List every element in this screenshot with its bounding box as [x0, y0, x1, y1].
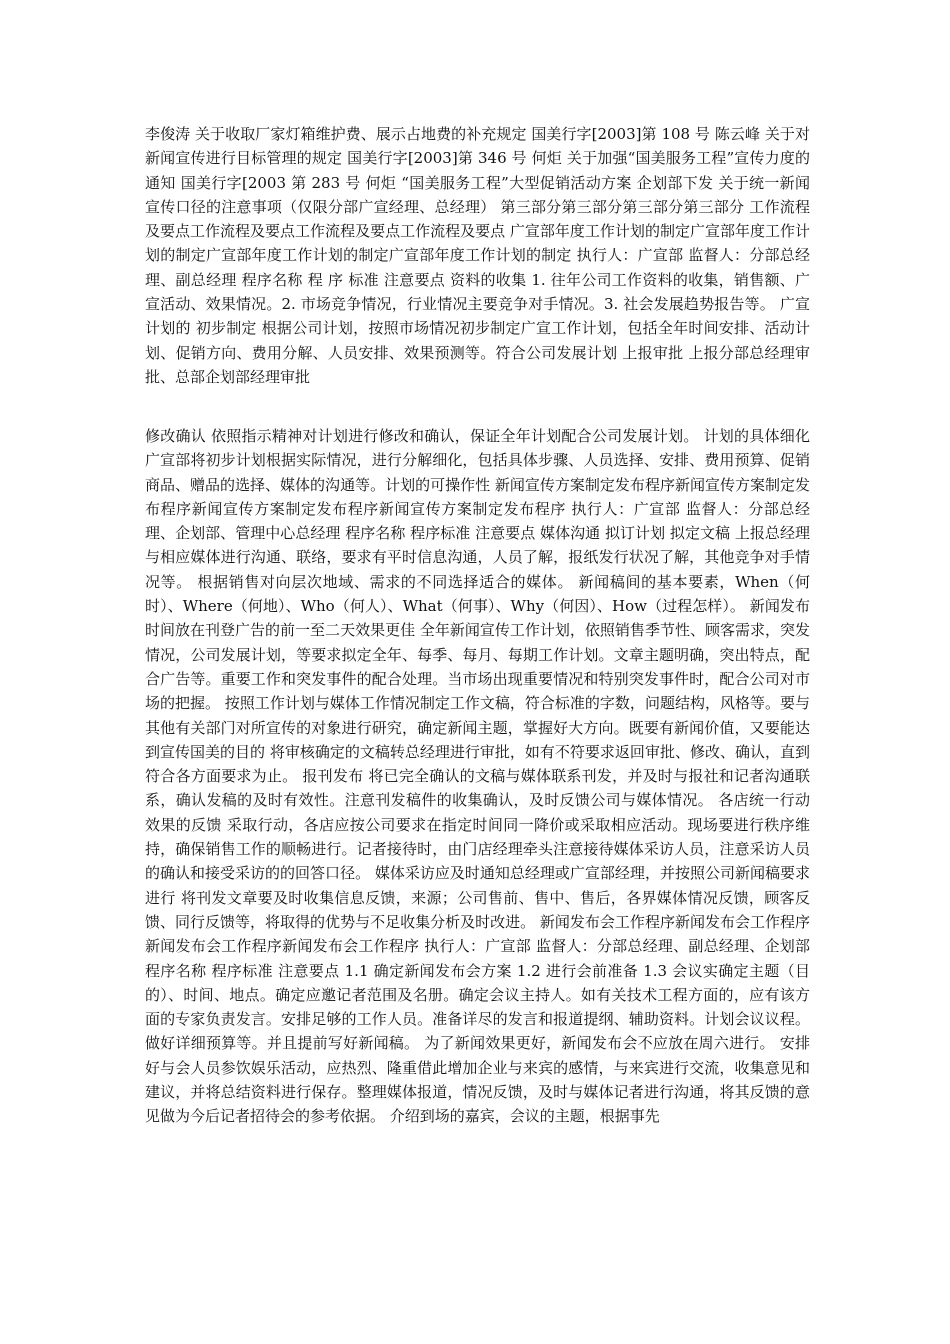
document-paragraph: 修改确认 依照指示精神对计划进行修改和确认，保证全年计划配合公司发展计划。 计划的具体细化 广宣部将初步计划根据实际情况，进行分解细化，包括具体步骤、人员选择、安排、费用预算、促销商品、赠品的选择、媒体的沟通等。计划的可操作性 新闻宣传方案制定发布程序新闻宣传方案制定发布程序新闻宣传方案制定发布程序新闻宣传方案制定发布程序 执行人：广宣部 监督人：分部总经理、企划部、管理中心总经理 程序名称 程序标准 注意要点 媒体沟通 拟订计划 拟定文稿 上报总经理 与相应媒体进行沟通、联络，要求有平时信息沟通，人员了解，报纸发行状况了解，其他竞争对手情况等。 根据销售对向层次地域、需求的不同选择适合的媒体。 新闻稿间的基本要素，When（何时）、Where（何地）、Who（何人）、What（何事）、Why（何因）、How（过程怎样）。 新闻发布时间放在刊登广告的前一至二天效果更佳 全年新闻宣传工作计划，依照销售季节性、顾客需求，突发情况，公司发展计划，等要求拟定全年、每季、每月、每期工作计划。文章主题明确，突出特点，配合广告等。重要工作和突发事件的配合处理。当市场出现重要情况和特别突发事件时，配合公司对市场的把握。 按照工作计划与媒体工作情况制定工作文稿，符合标准的字数，问题结构，风格等。要与其他有关部门对所宣传的对象进行研究，确定新闻主题，掌握好大方向。既要有新闻价值，又要能达到宣传国美的目的 将审核确定的文稿转总经理进行审批，如有不符要求返回审批、修改、确认，直到符合各方面要求为止。 报刊发布 将已完全确认的文稿与媒体联系刊发，并及时与报社和记者沟通联系，确认发稿的及时有效性。注意刊发稿件的收集确认，及时反馈公司与媒体情况。 各店统一行动 效果的反馈 采取行动，各店应按公司要求在指定时间同一降价或采取相应活动。现场要进行秩序维持，确保销售工作的顺畅进行。记者接待时，由门店经理牵头注意接待媒体采访人员，注意采访人员的确认和接受采访的的回答口径。 媒体采访应及时通知总经理或广宣部经理，并按照公司新闻稿要求进行 将刊发文章要及时收集信息反馈，来源；公司售前、售中、售后，各界媒体情况反馈，顾客反馈、同行反馈等，将取得的优势与不足收集分析及时改进。 新闻发布会工作程序新闻发布会工作程序新闻发布会工作程序新闻发布会工作程序 执行人：广宣部 监督人：分部总经理、副总经理、企划部 程序名称 程序标准 注意要点 1.1 确定新闻发布会方案 1.2 进行会前准备 1.3 会议实确定主题（目的）、时间、地点。确定应邀记者范围及名册。确定会议主持人。如有关技术工程方面的，应有该方面的专家负责发言。安排足够的工作人员。准备详尽的发言和报道提纲、辅助资料。计划会议议程。做好详细预算等。并且提前写好新闻稿。 为了新闻效果更好，新闻发布会不应放在周六进行。 安排好与会人员参饮娱乐活动，应热烈、隆重借此增加企业与来宾的感情，与来宾进行交流，收集意见和建议，并将总结资料进行保存。整理媒体报道，情况反馈，及时与媒体记者进行沟通，将其反馈的意见做为今后记者招待会的参考依据。 介绍到场的嘉宾，会议的主题，根据事先 [145, 427, 810, 1126]
document-paragraph: 李俊涛 关于收取厂家灯箱维护费、展示占地费的补充规定 国美行字[2003]第 108 号 陈云峰 关于对新闻宣传进行目标管理的规定 国美行字[2003]第 346 号 何炬 关于加强“国美服务工程”宣传力度的通知 国美行字[2003 第 283 号 何炬 “国美服务工程”大型促销活动方案 企划部下发 关于统一新闻宣传口径的注意事项（仅限分部广宣经理、总经理） 第三部分第三部分第三部分第三部分 工作流程及要点工作流程及要点工作流程及要点工作流程及要点 广宣部年度工作计划的制定广宣部年度工作计划的制定广宣部年度工作计划的制定广宣部年度工作计划的制定 执行人：广宣部 监督人：分部总经理、副总经理 程序名称 程 序 标准 注意要点 资料的收集 1. 往年公司工作资料的收集，销售额、广宣活动、效果情况。2. 市场竞争情况，行业情况主要竞争对手情况。3. 社会发展趋势报告等。 广宣计划的 初步制定 根据公司计划，按照市场情况初步制定广宣工作计划，包括全年时间安排、活动计划、促销方向、费用分解、人员安排、效果预测等。符合公司发展计划 上报审批 上报分部总经理审批、总部企划部经理审批 [145, 125, 810, 386]
